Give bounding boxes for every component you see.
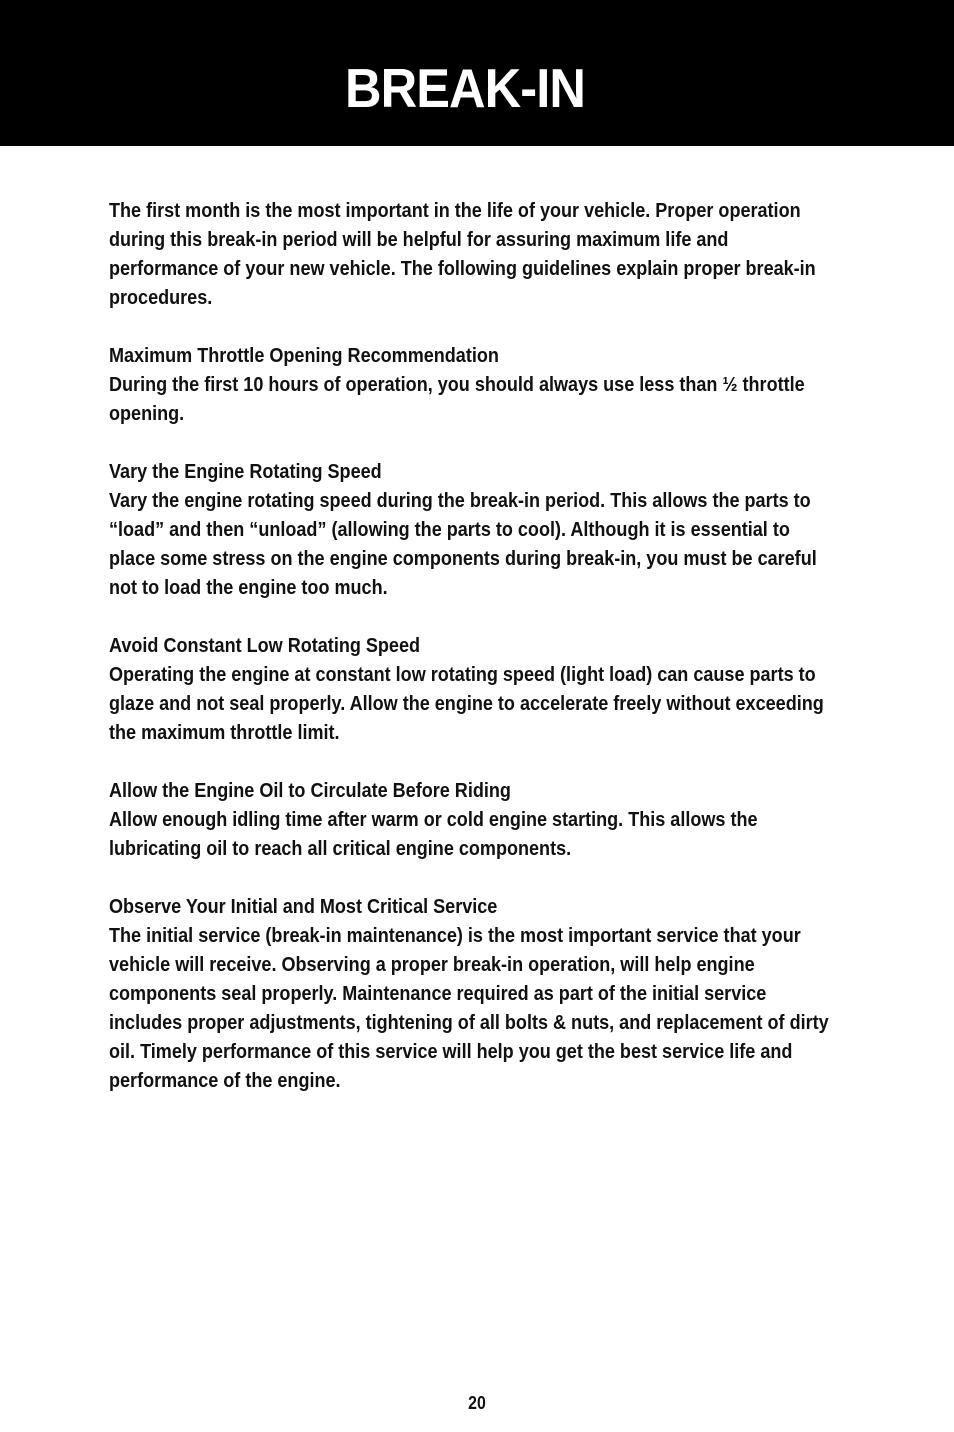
section-initial-service <box>109 892 831 1095</box>
section-heading: Allow the Engine Oil to Circulate Before Riding <box>109 779 511 802</box>
section-vary-speed <box>109 457 831 602</box>
section-body: During the first 10 hours of operation, you should always use less than ½ throttle opening. <box>109 373 805 425</box>
intro-text: The first month is the most important in the life of your vehicle. Proper operation during this break-in period will be helpful for assuring maximum life and performance of your new vehicle. The following guidelines explain proper break-in procedures. <box>109 199 816 309</box>
section-heading: Maximum Throttle Opening Recommendation <box>109 344 499 367</box>
section-body: The initial service (break-in maintenance) is the most important service that your vehicle will receive. Observing a proper break-in operation, will help engine components seal properly. Maintenance required as part of the initial service includes proper adjustments, tightening of all bolts & nuts, and replacement of dirty oil. Timely performance of this service will help you get the best service life and performance of the engine. <box>109 924 829 1092</box>
section-heading: Vary the Engine Rotating Speed <box>109 460 382 483</box>
section-heading: Avoid Constant Low Rotating Speed <box>109 634 421 657</box>
section-low-speed <box>109 631 831 747</box>
section-engine-oil <box>109 776 831 863</box>
document-body <box>109 196 869 1124</box>
intro-paragraph <box>109 196 831 312</box>
header-band <box>0 0 954 146</box>
section-body: Vary the engine rotating speed during the break-in period. This allows the parts to “load” and then “unload” (allowing the parts to cool). Although it is essential to place some stress on the engine components during break-in, you must be careful not to load the engine too much. <box>109 489 817 599</box>
section-body: Allow enough idling time after warm or cold engine starting. This allows the lubricating oil to reach all critical engine components. <box>109 808 758 860</box>
page-title: BREAK-IN <box>344 57 586 119</box>
section-heading: Observe Your Initial and Most Critical Service <box>109 895 498 918</box>
section-throttle <box>109 341 831 428</box>
section-body: Operating the engine at constant low rotating speed (light load) can cause parts to glaze and not seal properly. Allow the engine to accelerate freely without exceeding the maximum throttle limit. <box>109 663 824 744</box>
page-number: 20 <box>468 1393 486 1413</box>
